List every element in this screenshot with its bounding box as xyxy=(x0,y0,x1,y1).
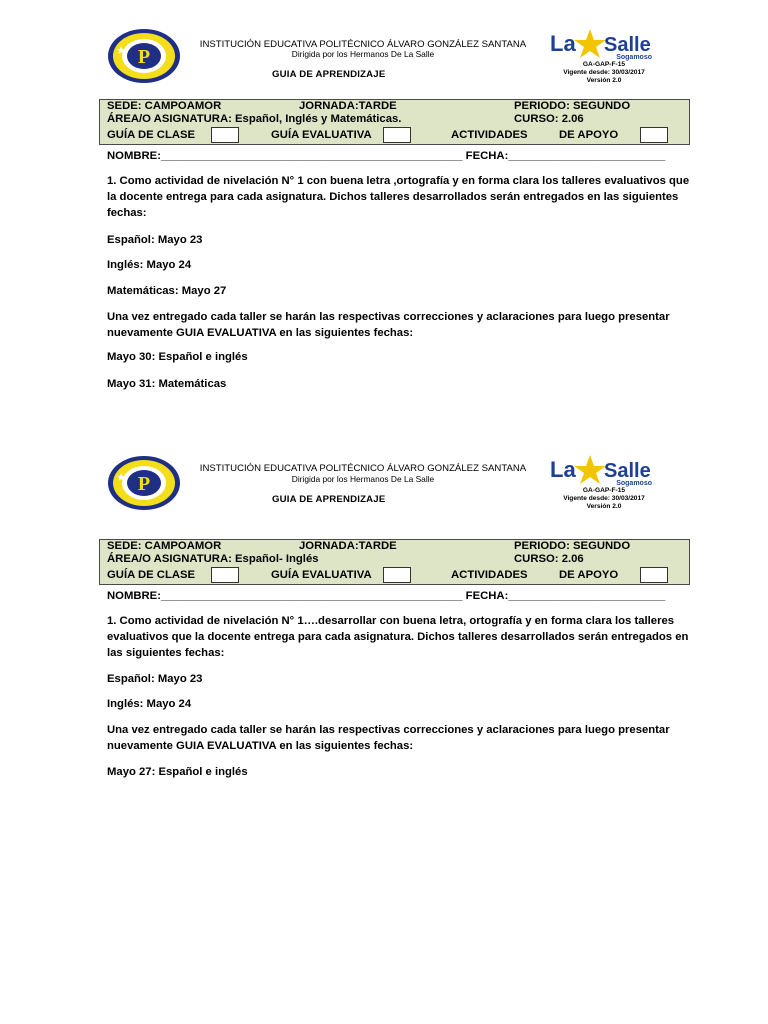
institution-subtitle: Dirigida por los Hermanos De La Salle xyxy=(291,474,435,484)
date-item: Inglés: Mayo 24 xyxy=(107,259,192,271)
doc-vigente: Vigente desde: 30/03/2017 xyxy=(563,495,645,502)
svg-text:La: La xyxy=(550,31,576,56)
date-item: Matemáticas: Mayo 27 xyxy=(107,285,227,297)
actividades-label: ACTIVIDADES xyxy=(451,129,528,141)
nombre-fecha-line: NOMBRE:________________________________________________ FECHA:_________________________ xyxy=(107,150,666,162)
svg-text:La: La xyxy=(550,457,576,482)
lasalle-sub: Sogamoso xyxy=(616,480,652,487)
area-label: ÁREA/O ASIGNATURA: Español, Inglés y Matemáticas. xyxy=(107,113,402,125)
school-crest-icon xyxy=(107,28,181,84)
svg-text:P: P xyxy=(137,46,151,68)
doc-version: Versión 2.0 xyxy=(586,503,622,510)
svg-text:P: P xyxy=(137,473,151,495)
de-apoyo-label: DE APOYO xyxy=(559,569,619,581)
guia-evaluativa-label: GUÍA EVALUATIVA xyxy=(271,129,372,141)
de-apoyo-label: DE APOYO xyxy=(559,129,619,141)
jornada-label: JORNADA:TARDE xyxy=(299,100,397,112)
guia-evaluativa-checkbox[interactable] xyxy=(383,127,411,143)
info-box xyxy=(99,539,690,585)
school-crest-icon xyxy=(107,455,181,511)
guia-clase-checkbox[interactable] xyxy=(211,127,239,143)
lasalle-sub: Sogamoso xyxy=(616,54,652,61)
eval-date-item: Mayo 31: Matemáticas xyxy=(107,378,227,390)
actividades-apoyo-checkbox[interactable] xyxy=(640,127,668,143)
doc-title: GUIA DE APRENDIZAJE xyxy=(272,494,386,505)
lasalle-logo-icon xyxy=(548,27,660,61)
guia-evaluativa-checkbox[interactable] xyxy=(383,567,411,583)
guia-clase-label: GUÍA DE CLASE xyxy=(107,569,196,581)
doc-vigente: Vigente desde: 30/03/2017 xyxy=(563,69,645,76)
followup-paragraph: Una vez entregado cada taller se harán las respectivas correcciones y aclaraciones para luego presentar nuevamente GUIA EVALUATIVA en las siguientes fechas: xyxy=(107,311,670,339)
area-label: ÁREA/O ASIGNATURA: Español- Inglés xyxy=(107,553,319,565)
guia-clase-checkbox[interactable] xyxy=(211,567,239,583)
sede-label: SEDE: CAMPOAMOR xyxy=(107,540,222,552)
doc-meta xyxy=(548,61,660,85)
institution-title: INSTITUCIÓN EDUCATIVA POLITÉCNICO ÁLVARO GONZÁLEZ SANTANA xyxy=(199,39,527,50)
guia-clase-label: GUÍA DE CLASE xyxy=(107,129,196,141)
jornada-label: JORNADA:TARDE xyxy=(299,540,397,552)
doc-code: GA-GAP-F-15 xyxy=(582,61,626,68)
doc-code: GA-GAP-F-15 xyxy=(582,487,626,494)
instructions-paragraph: 1. Como actividad de nivelación N° 1….desarrollar con buena letra, ortografía y en forma clara los talleres evaluativos que la docente entrega para cada asignatura. Dichos talleres desarrollados serán entregados en las siguientes fechas: xyxy=(107,615,689,659)
eval-date-item: Mayo 30: Español e inglés xyxy=(107,351,248,363)
date-item: Español: Mayo 23 xyxy=(107,234,203,246)
nombre-fecha-line: NOMBRE:________________________________________________ FECHA:_________________________ xyxy=(107,590,666,602)
followup-paragraph: Una vez entregado cada taller se harán las respectivas correcciones y aclaraciones para luego presentar nuevamente GUIA EVALUATIVA en las siguientes fechas: xyxy=(107,724,670,752)
institution-subtitle: Dirigida por los Hermanos De La Salle xyxy=(291,49,435,59)
institution-title: INSTITUCIÓN EDUCATIVA POLITÉCNICO ÁLVARO GONZÁLEZ SANTANA xyxy=(199,463,527,474)
svg-text:Salle: Salle xyxy=(604,34,651,56)
info-box xyxy=(99,99,690,145)
actividades-apoyo-checkbox[interactable] xyxy=(640,567,668,583)
instructions-paragraph: 1. Como actividad de nivelación N° 1 con buena letra ,ortografía y en forma clara los talleres evaluativos que la docente entrega para cada asignatura. Dichos talleres desarrollados serán entregados en las siguientes fechas: xyxy=(107,175,690,219)
svg-text:Salle: Salle xyxy=(604,460,651,482)
periodo-label: PERIODO: SEGUNDO xyxy=(514,540,631,552)
doc-version: Versión 2.0 xyxy=(586,77,622,84)
actividades-label: ACTIVIDADES xyxy=(451,569,528,581)
curso-label: CURSO: 2.06 xyxy=(514,553,584,565)
doc-meta xyxy=(548,487,660,511)
lasalle-logo-icon xyxy=(548,453,660,487)
sede-label: SEDE: CAMPOAMOR xyxy=(107,100,222,112)
periodo-label: PERIODO: SEGUNDO xyxy=(514,100,631,112)
date-item: Español: Mayo 23 xyxy=(107,673,203,685)
date-item: Inglés: Mayo 24 xyxy=(107,698,192,710)
doc-title: GUIA DE APRENDIZAJE xyxy=(272,69,386,80)
eval-date-item: Mayo 27: Español e inglés xyxy=(107,766,248,778)
curso-label: CURSO: 2.06 xyxy=(514,113,584,125)
guia-evaluativa-label: GUÍA EVALUATIVA xyxy=(271,569,372,581)
